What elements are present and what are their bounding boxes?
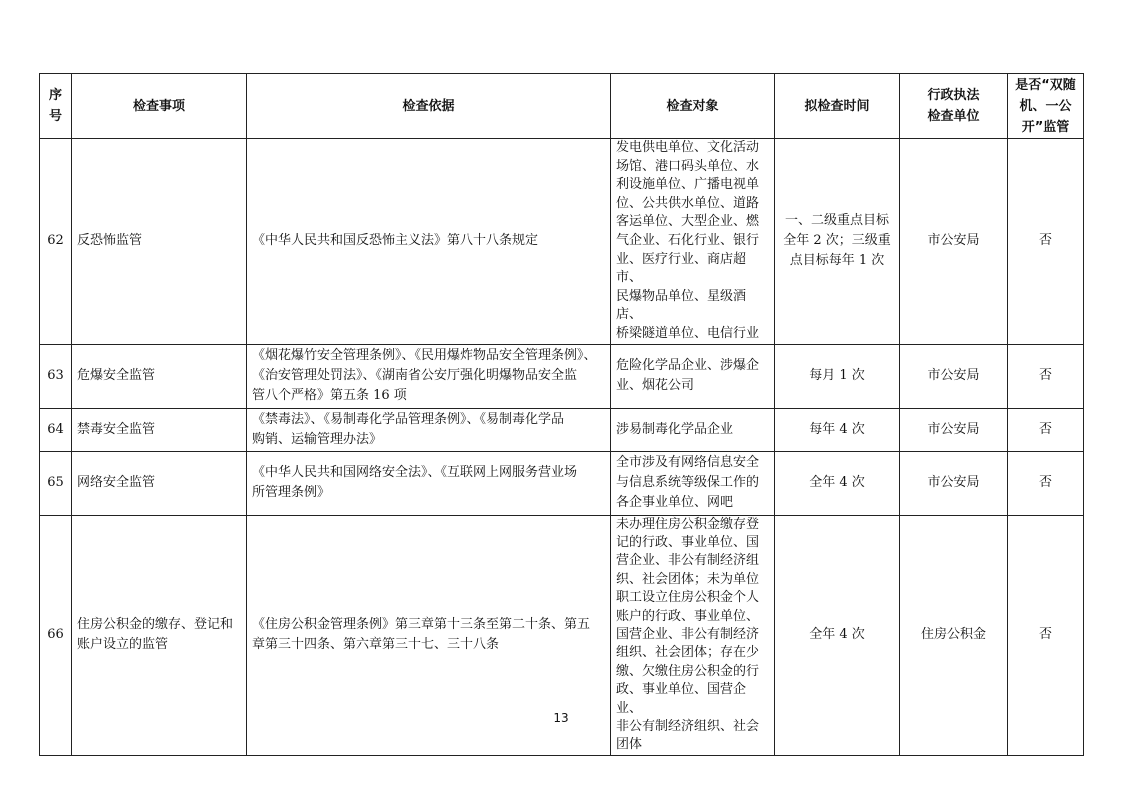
header-unit: 行政执法 检查单位	[900, 74, 1008, 139]
header-item: 检查事项	[72, 74, 247, 139]
row-index: 62	[40, 139, 72, 345]
row-index: 65	[40, 451, 72, 515]
header-row	[40, 74, 1084, 139]
row-random: 否	[1008, 451, 1084, 515]
row-random: 否	[1008, 344, 1084, 408]
row-item: 反恐怖监管	[72, 139, 247, 345]
row-object: 危险化学品企业、涉爆企 业、烟花公司	[611, 344, 775, 408]
row-basis: 《中华人民共和国反恐怖主义法》第八十八条规定	[247, 139, 611, 345]
row-time: 全年 4 次	[775, 515, 900, 755]
table-row	[40, 344, 1084, 408]
header-time: 拟检查时间	[775, 74, 900, 139]
row-index: 66	[40, 515, 72, 755]
inspection-table	[39, 73, 1084, 756]
row-basis: 《住房公积金管理条例》第三章第十三条至第二十条、第五 章第三十四条、第六章第三十七、三十八条	[247, 515, 611, 755]
row-item: 网络安全监管	[72, 451, 247, 515]
header-object: 检查对象	[611, 74, 775, 139]
row-unit: 市公安局	[900, 451, 1008, 515]
row-object: 发电供电单位、文化活动 场馆、港口码头单位、水 利设施单位、广播电视单 位、公共供水单位、道路 客运单位、大型企业、燃 气企业、石化行业、银行 业、医疗行业、商店超市、 民爆物品单位、星级酒店、 桥梁隧道单位、电信行业	[611, 139, 775, 345]
row-item: 禁毒安全监管	[72, 408, 247, 451]
row-basis: 《中华人民共和国网络安全法》、《互联网上网服务营业场 所管理条例》	[247, 451, 611, 515]
row-random: 否	[1008, 515, 1084, 755]
row-random: 否	[1008, 139, 1084, 345]
row-unit: 市公安局	[900, 408, 1008, 451]
table-row	[40, 408, 1084, 451]
header-random: 是否“双随 机、一公 开”监管	[1008, 74, 1084, 139]
row-unit: 市公安局	[900, 139, 1008, 345]
row-index: 63	[40, 344, 72, 408]
row-object: 全市涉及有网络信息安全 与信息系统等级保工作的 各企事业单位、网吧	[611, 451, 775, 515]
row-object: 涉易制毒化学品企业	[611, 408, 775, 451]
row-index: 64	[40, 408, 72, 451]
row-basis: 《烟花爆竹安全管理条例》、《民用爆炸物品安全管理条例》、 《治安管理处罚法》、《湖南省公安厅强化明爆物品安全监 管八个严格》第五条 16 项	[247, 344, 611, 408]
row-unit: 市公安局	[900, 344, 1008, 408]
header-basis: 检查依据	[247, 74, 611, 139]
row-object: 未办理住房公积金缴存登 记的行政、事业单位、国 营企业、非公有制经济组 织、社会团体；未为单位 职工设立住房公积金个人 账户的行政、事业单位、 国营企业、非公有制经济 组织、社会团体；存在少 缴、欠缴住房公积金的行 政、事业单位、国营企业、 非公有制经济组织、社会 团体	[611, 515, 775, 755]
row-item: 住房公积金的缴存、登记和 账户设立的监管	[72, 515, 247, 755]
row-time: 每月 1 次	[775, 344, 900, 408]
row-random: 否	[1008, 408, 1084, 451]
row-time: 全年 4 次	[775, 451, 900, 515]
row-time: 每年 4 次	[775, 408, 900, 451]
row-item: 危爆安全监管	[72, 344, 247, 408]
page-number: 13	[553, 711, 569, 725]
row-basis: 《禁毒法》、《易制毒化学品管理条例》、《易制毒化学品 购销、运输管理办法》	[247, 408, 611, 451]
table-row	[40, 139, 1084, 345]
row-time: 一、二级重点目标 全年 2 次；三级重 点目标每年 1 次	[775, 139, 900, 345]
header-index: 序 号	[40, 74, 72, 139]
table-row	[40, 451, 1084, 515]
row-unit: 住房公积金	[900, 515, 1008, 755]
